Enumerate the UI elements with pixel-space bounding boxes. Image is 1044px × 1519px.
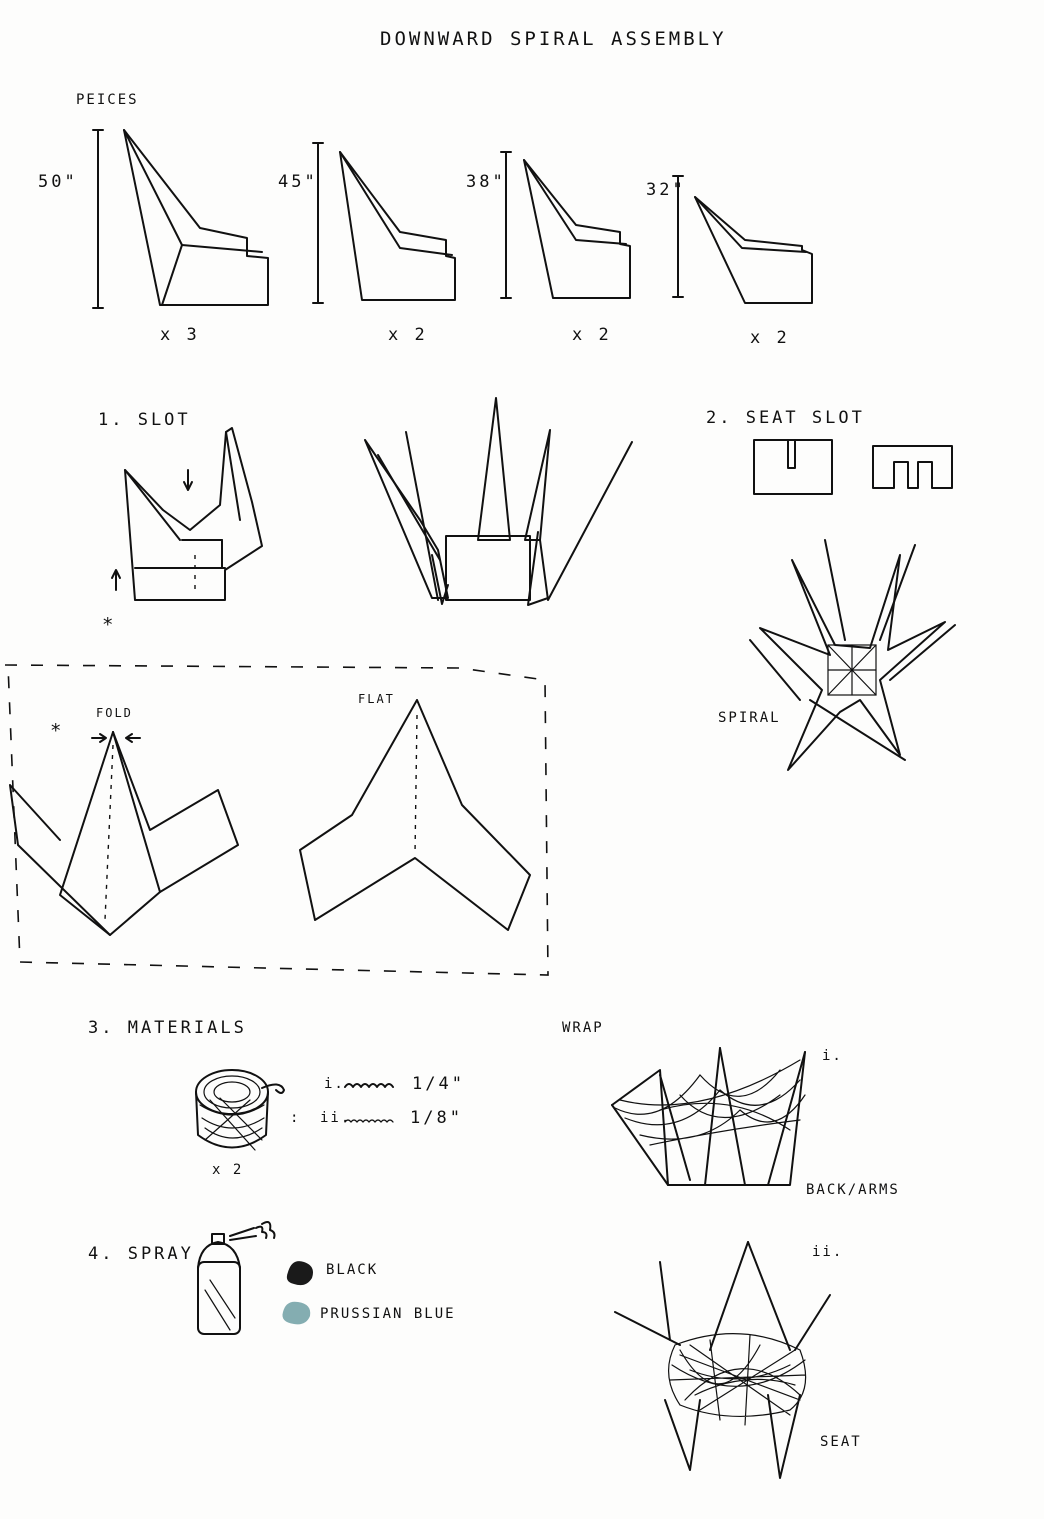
step1-marker: * <box>102 614 117 636</box>
cord-1-size: 1/4" <box>412 1074 465 1094</box>
piece-qty-50: x 3 <box>160 325 200 345</box>
spool-qty: x 2 <box>212 1162 244 1178</box>
piece-height-50: 50" <box>38 172 78 192</box>
piece-height-32: 32" <box>646 180 686 200</box>
piece-qty-45: x 2 <box>388 325 428 345</box>
wrap-view-2-label: SEAT <box>820 1434 862 1450</box>
cord-1-index: i. <box>324 1076 345 1092</box>
wrap-view-1-label: BACK/ARMS <box>806 1182 900 1198</box>
piece-height-38: 38" <box>466 172 506 192</box>
cord-2-size: 1/8" <box>410 1108 463 1128</box>
step2-label: 2. SEAT SLOT <box>706 408 865 428</box>
pieces-heading: PEICES <box>76 92 139 108</box>
cord-colon: : <box>290 1110 301 1126</box>
piece-height-45: 45" <box>278 172 318 192</box>
piece-qty-38: x 2 <box>572 325 612 345</box>
cord-2-index: ii. <box>320 1110 352 1126</box>
step1-label: 1. SLOT <box>98 410 191 430</box>
piece-qty-32: x 2 <box>750 328 790 348</box>
step4-label: 4. SPRAY <box>88 1244 194 1264</box>
swatch-black <box>287 1261 313 1285</box>
wrap-view-1-index: i. <box>822 1048 843 1064</box>
flat-label: FLAT <box>358 692 395 706</box>
page-title: DOWNWARD SPIRAL ASSEMBLY <box>380 28 727 50</box>
spiral-label: SPIRAL <box>718 710 781 726</box>
wrap-view-2-index: ii. <box>812 1244 844 1260</box>
wrap-label: WRAP <box>562 1020 604 1036</box>
color-1-name: BLACK <box>326 1262 379 1278</box>
step3-label: 3. MATERIALS <box>88 1018 247 1038</box>
swatch-prussian-blue <box>282 1302 310 1325</box>
fold-marker: * <box>50 720 65 742</box>
color-2-name: PRUSSIAN BLUE <box>320 1306 456 1322</box>
fold-label: FOLD <box>96 706 133 720</box>
